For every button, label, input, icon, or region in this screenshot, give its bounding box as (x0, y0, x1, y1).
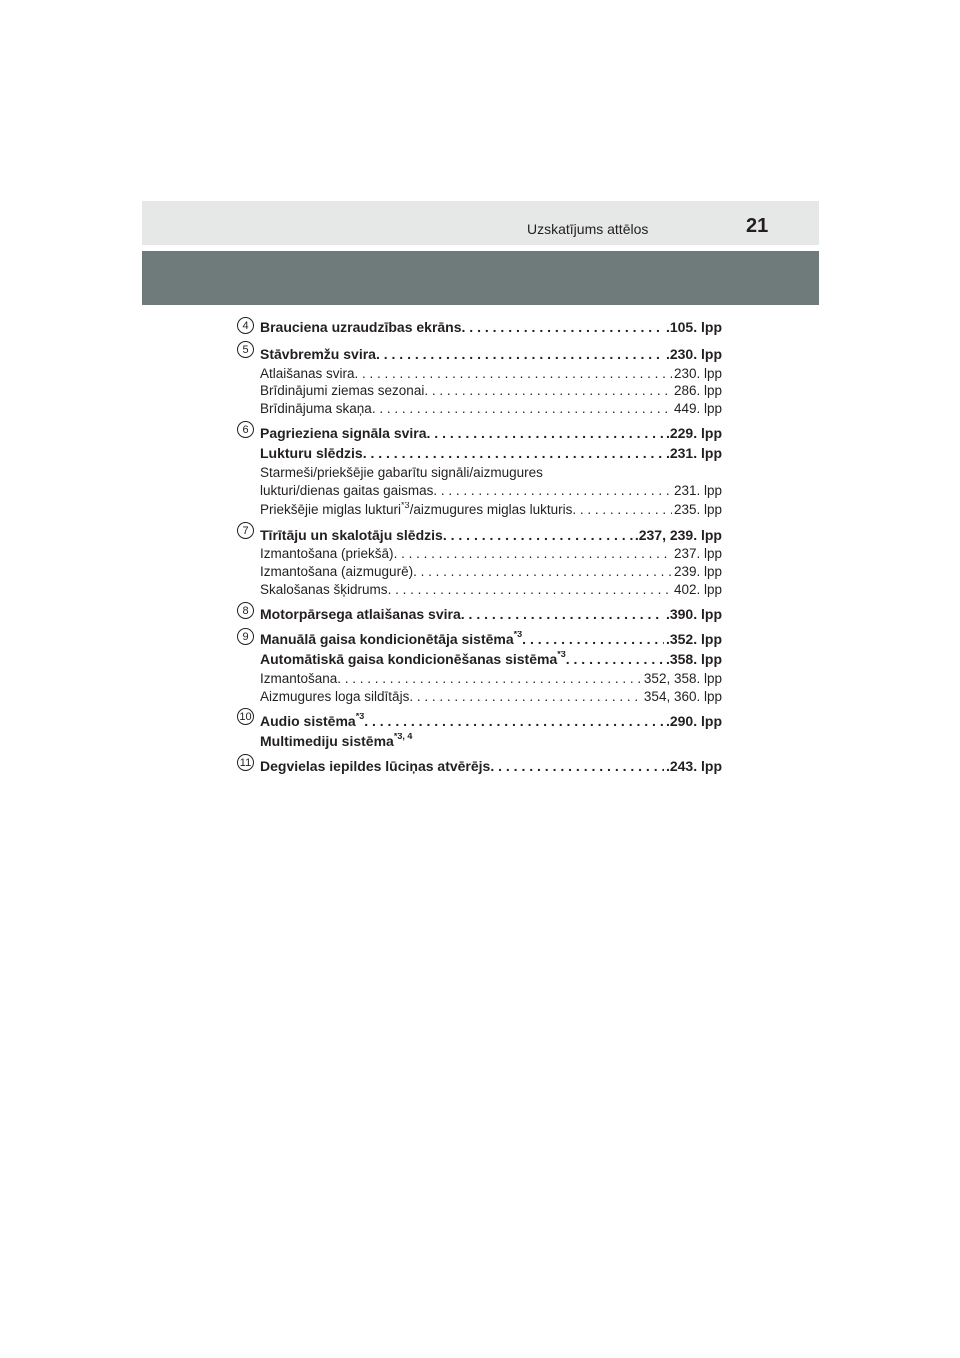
entry-page: .105. lpp (665, 319, 722, 335)
entry-page: .229. lpp (665, 425, 722, 441)
header-band (142, 251, 819, 305)
entry-label: Stāvbremžu svira (260, 346, 376, 362)
entry-label: Izmantošana (260, 671, 338, 686)
header-bar (142, 201, 819, 245)
toc-subentry[interactable] (260, 671, 722, 686)
toc-subentry[interactable] (260, 502, 722, 517)
entry-page: .231. lpp (665, 445, 722, 461)
toc-subentry[interactable] (260, 564, 722, 579)
entry-label: Priekšējie miglas lukturi$^{*3}$/aizmugures miglas lukturis (260, 502, 572, 517)
entry-label: Aizmugures loga sildītājs (260, 689, 410, 704)
entry-page: .243. lpp (665, 758, 722, 774)
entry-label: Motorpārsega atlaišanas svira (260, 606, 461, 622)
entry-page: .237, 239. lpp (634, 527, 722, 543)
entry-page: 239. lpp (673, 564, 722, 579)
page-number: 21 (746, 215, 769, 237)
toc-entry[interactable] (260, 713, 722, 729)
entry-page: 237. lpp (673, 546, 722, 561)
footnote-marker: *3 (513, 631, 523, 640)
toc-entry[interactable] (260, 606, 722, 622)
toc-subentry[interactable] (260, 582, 722, 597)
toc-entry[interactable] (260, 733, 722, 749)
entry-page: 235. lpp (673, 502, 722, 517)
section-title: Uzskatījums attēlos (527, 221, 649, 237)
entry-page: .290. lpp (665, 713, 722, 729)
footnote-marker: *3, 4 (393, 733, 413, 742)
toc-entry[interactable] (260, 651, 722, 667)
entry-label: Multimediju sistēma$^{*3, 4}$ (260, 733, 413, 749)
entry-page: 449. lpp (673, 401, 722, 416)
entry-page: 286. lpp (673, 383, 722, 398)
entry-page: 231. lpp (673, 483, 722, 498)
callout-number: 8 (237, 602, 254, 619)
entry-page: 402. lpp (673, 582, 722, 597)
entry-label: Audio sistēma$^{*3}$ (260, 713, 365, 729)
toc-subentry[interactable] (260, 366, 722, 381)
toc-subentry[interactable] (260, 546, 722, 561)
toc-subentry[interactable] (260, 383, 722, 398)
callout-number: 11 (237, 754, 254, 771)
callout-number: 6 (237, 421, 254, 438)
toc-entry[interactable] (260, 758, 722, 774)
entry-label: Brīdinājuma skaņa (260, 401, 372, 416)
entry-label: Pagrieziena signāla svira (260, 425, 427, 441)
entry-label: Automātiskā gaisa kondicionēšanas sistēma$^{*3}$ (260, 651, 566, 667)
toc-subentry[interactable] (260, 401, 722, 416)
entry-page: 352, 358. lpp (643, 671, 722, 686)
toc-entry[interactable] (260, 527, 722, 543)
callout-number: 9 (237, 628, 254, 645)
toc-subentry[interactable] (260, 689, 722, 704)
entry-label: Manuālā gaisa kondicionētāja sistēma$^{*3}$ (260, 631, 523, 647)
entry-label: Atlaišanas svira (260, 366, 355, 381)
footnote-marker: *3 (557, 651, 566, 660)
entry-page: .230. lpp (665, 346, 722, 362)
entry-label: Skalošanas šķidrums (260, 582, 388, 597)
footnote-marker: *3 (355, 713, 365, 722)
toc-entry[interactable] (260, 445, 722, 461)
toc-subentry[interactable] (260, 483, 722, 498)
callout-number: 5 (237, 341, 254, 358)
toc-entry[interactable] (260, 319, 722, 335)
toc-subentry[interactable] (260, 465, 722, 480)
toc-entry[interactable] (260, 346, 722, 362)
callout-number: 10 (237, 708, 254, 725)
entry-label: Izmantošana (aizmugurē) (260, 564, 414, 579)
entry-label: Brauciena uzraudzības ekrāns (260, 319, 462, 335)
entry-page: .390. lpp (665, 606, 722, 622)
entry-page: 230. lpp (673, 366, 722, 381)
entry-label: Lukturu slēdzis (260, 445, 363, 461)
entry-page: .352. lpp (665, 631, 722, 647)
entry-label: Tīrītāju un skalotāju slēdzis (260, 527, 443, 543)
entry-label: Izmantošana (priekšā) (260, 546, 394, 561)
entry-page: 354, 360. lpp (643, 689, 722, 704)
toc-entry[interactable] (260, 425, 722, 441)
footnote-marker: *3 (401, 502, 410, 510)
entry-label: lukturi/dienas gaitas gaismas (260, 483, 434, 498)
toc-entry[interactable] (260, 631, 722, 647)
entry-label: Brīdinājumi ziemas sezonai (260, 383, 425, 398)
callout-number: 4 (237, 317, 254, 334)
entry-label: Degvielas iepildes lūciņas atvērējs (260, 758, 491, 774)
entry-page: .358. lpp (665, 651, 722, 667)
entry-label: Starmeši/priekšējie gabarītu signāli/aizmugures (260, 465, 543, 480)
callout-number: 7 (237, 522, 254, 539)
